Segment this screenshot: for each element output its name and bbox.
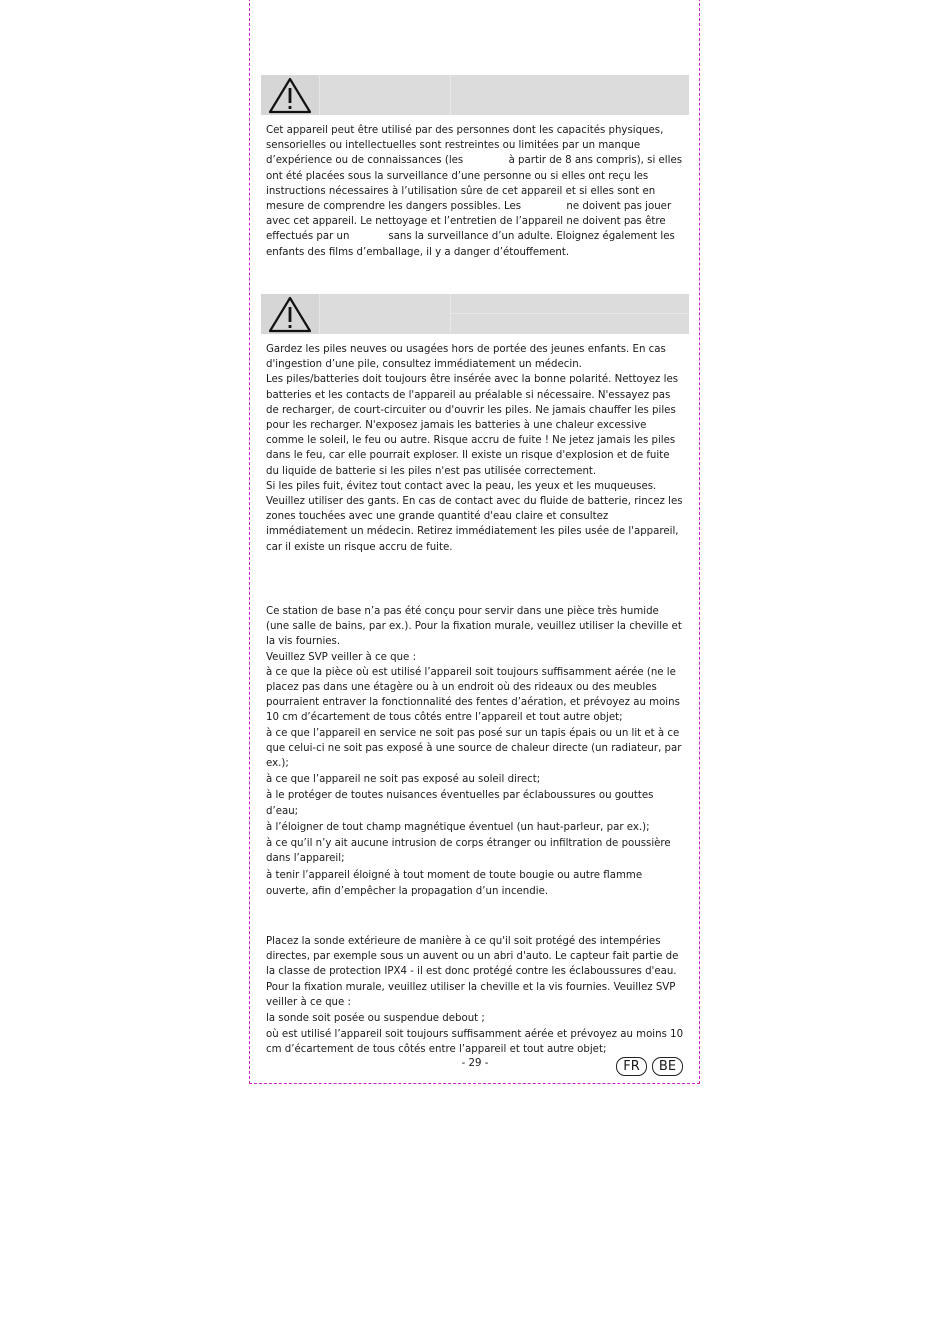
- section-batteries: [266, 342, 684, 555]
- list-item: la sonde soit posée ou suspendue debout ;: [266, 1013, 485, 1025]
- list-item: où est utilisé l’appareil soit toujours suffisamment aérée et prévoyez au moins 10 cm d’écartement de tous côtés entre l’appareil et tout autre objet;: [266, 1029, 684, 1056]
- country-badge-fr: FR: [616, 1057, 647, 1076]
- paragraph: Veuillez SVP veiller à ce que :: [266, 651, 416, 663]
- warning-icon-cell: [261, 294, 320, 334]
- paragraph: Gardez les piles neuves ou usagées hors de portée des jeunes enfants. En cas d'ingestion d’une pile, consultez immédiatement un médecin.: [266, 344, 666, 371]
- paragraph: Si les piles fuit, évitez tout contact avec la peau, les yeux et les muqueuses. Veuillez utiliser des gants. En cas de contact avec du fluide de batterie, rincez les zones touchées avec une grande quantité d'eau claire et consultez immédiatement un médecin. Retirez immédiatement les piles usée de l'appareil, car il existe un risque accru de fuite.: [266, 480, 683, 553]
- list-item: à le protéger de toutes nuisances éventuelles par éclaboussures ou gouttes d’eau;: [266, 790, 654, 817]
- warning-triangle-icon: [268, 296, 312, 333]
- section-children-safety: [266, 123, 684, 260]
- list-item: à ce qu’il n’y ait aucune intrusion de corps étranger ou infiltration de poussière dans l’appareil;: [266, 838, 671, 865]
- warning-title-cell: [320, 294, 451, 334]
- paragraph: Cet appareil peut être utilisé par des personnes dont les capacités physiques, sensorielles ou intellectuelles sont restreintes ou limitées par un manque d’expérience ou de connaissances (les à partir de 8 ans compris), si elles ont été placées sous la surveillance d’une personne ou si elles ont reçu les instructions nécessaires à l’utilisation sûre de cet appareil et si elles sont en mesure de comprendre les dangers possibles. Les ne doivent pas jouer avec cet appareil. Le nettoyage et l’entretien de l’appareil ne doivent pas être effectués par un sans la surveillance d’un adulte. Eloignez également les enfants des films d’emballage, il y a danger d’étouffement.: [266, 125, 686, 258]
- section-base-station: [266, 604, 684, 899]
- warning-triangle-icon: [268, 77, 312, 114]
- section-outdoor-sensor: [266, 934, 684, 1058]
- warning-header: [261, 294, 689, 334]
- list-item: à ce que la pièce où est utilisé l’appareil soit toujours suffisamment aérée (ne le placez pas dans une étagère ou à un endroit où des rideaux ou des meubles pourraient entraver la fonctionnalité des fentes d’aération, et prévoyez au moins 10 cm d’écartement de tous côtés entre l’appareil et tout autre objet;: [266, 666, 680, 724]
- paragraph: Les piles/batteries doit toujours être insérée avec la bonne polarité. Nettoyez les batteries et les contacts de l'appareil au préalable si nécessaire. N'essayez pas de recharger, de court-circuiter ou d'ouvrir les piles. Ne jamais chauffer les piles pour les recharger. N'exposez jamais les batteries à une chaleur excessive comme le soleil, le feu ou autre. Risque accru de fuite ! Ne jetez jamais les piles dans le feu, car elle pourrait exploser. Il existe un risque d'explosion et de fuite du liquide de batterie si les piles n'est pas utilisée correctement.: [266, 374, 679, 477]
- warning-header: [261, 75, 689, 115]
- list-item: à ce que l’appareil en service ne soit pas posé sur un tapis épais ou un lit et à ce que celui-ci ne soit pas exposé à une source de chaleur directe (un radiateur, par ex.);: [266, 727, 682, 770]
- list-item: à ce que l’appareil ne soit pas exposé au soleil direct;: [266, 774, 541, 786]
- list-item: à l’éloigner de tout champ magnétique éventuel (un haut-parleur, par ex.);: [266, 821, 650, 833]
- list-item: à tenir l’appareil éloigné à tout moment de toute bougie ou autre flamme ouverte, afin d’empêcher la propagation d’un incendie.: [266, 870, 643, 897]
- country-badge-be: BE: [652, 1057, 683, 1076]
- paragraph: Placez la sonde extérieure de manière à ce qu'il soit protégé des intempéries directes, par exemple sous un auvent ou un abri d'auto. Le capteur fait partie de la classe de protection IPX4 - il est donc protégé contre les éclaboussures d'eau. Pour la fixation murale, veuillez utiliser la cheville et la vis fournies. Veuillez SVP veiller à ce que :: [266, 936, 679, 1008]
- warning-title-cell: [320, 75, 451, 115]
- warning-icon-cell: [261, 75, 320, 115]
- paragraph: Ce station de base n’a pas été conçu pour servir dans une pièce très humide (une salle de bains, par ex.). Pour la fixation murale, veuillez utiliser la cheville et la vis fournies.: [266, 606, 682, 648]
- page-number: - 29 -: [461, 1058, 489, 1069]
- divider: [450, 313, 689, 314]
